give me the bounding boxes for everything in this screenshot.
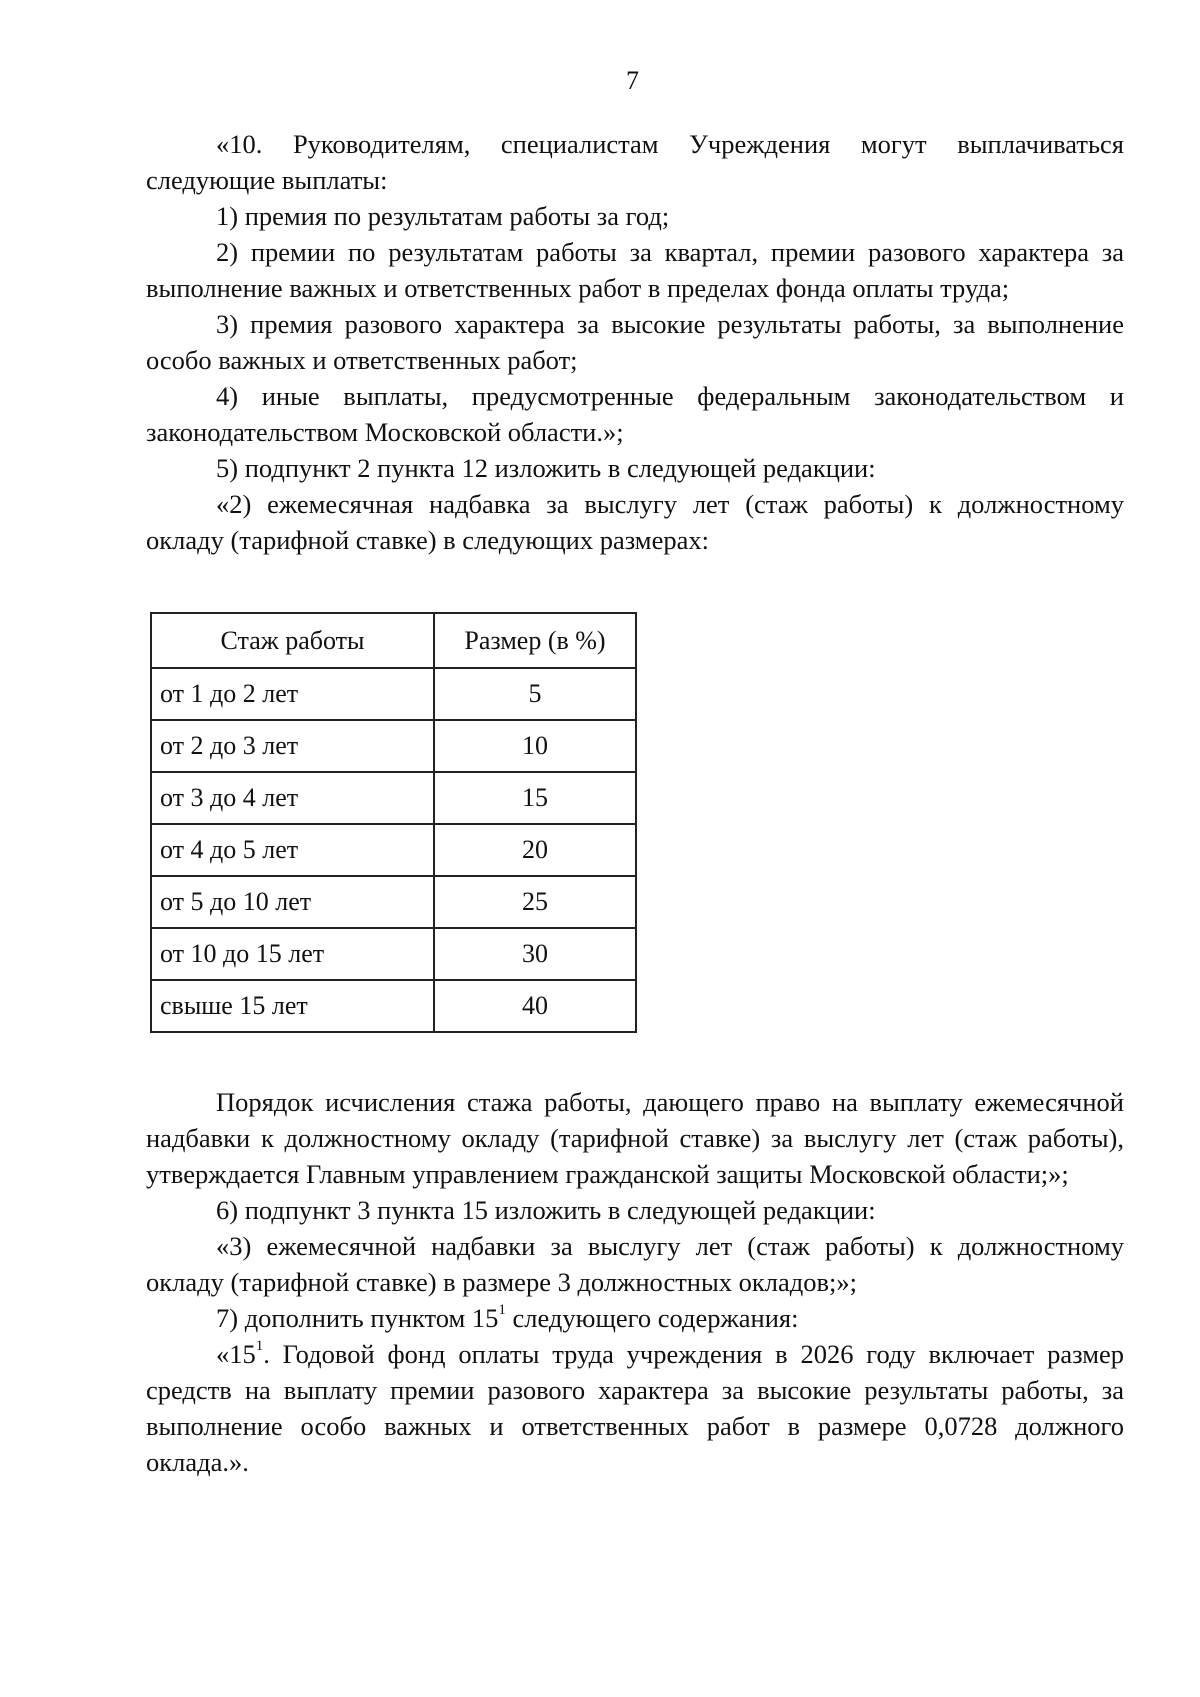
subitem-7-sup: 1 xyxy=(498,1302,506,1319)
cell-staj: от 2 до 3 лет xyxy=(151,720,434,772)
list-item-3: 3) премия разового характера за высокие результаты работы, за выполнение особо важных и ответственных работ; xyxy=(146,309,1124,375)
table-row xyxy=(151,720,636,772)
table-row xyxy=(151,876,636,928)
section-seniority-order xyxy=(146,1084,1124,1480)
header-staj: Стаж работы xyxy=(151,613,434,668)
subitem-7 xyxy=(146,1300,1124,1336)
cell-size: 25 xyxy=(434,876,636,928)
cell-size: 20 xyxy=(434,824,636,876)
list-item-2: 2) премии по результатам работы за квартал, премии разового характера за выполнение важных и ответственных работ в пределах фонда оплаты труда; xyxy=(146,237,1124,303)
cell-size: 5 xyxy=(434,668,636,720)
cell-staj: от 5 до 10 лет xyxy=(151,876,434,928)
cell-staj: от 3 до 4 лет xyxy=(151,772,434,824)
table-row xyxy=(151,980,636,1032)
table-row xyxy=(151,772,636,824)
section-payments xyxy=(146,126,1124,558)
subitem-5: 5) подпункт 2 пункта 12 изложить в следующей редакции: xyxy=(216,453,876,483)
subitem-5-text: «2) ежемесячная надбавка за выслугу лет (стаж работы) к должностному окладу (тарифной ставке) в следующих размерах: xyxy=(146,489,1124,555)
cell-size: 30 xyxy=(434,928,636,980)
cell-staj: свыше 15 лет xyxy=(151,980,434,1032)
paragraph-10: «10. Руководителям, специалистам Учреждения могут выплачиваться следующие выплаты: xyxy=(146,129,1124,195)
paragraph-order: Порядок исчисления стажа работы, дающего право на выплату ежемесячной надбавки к должностному окладу (тарифной ставке) за выслугу лет (стаж работы), утверждается Главным управлением гражданской защиты Московской области;»; xyxy=(146,1087,1124,1189)
header-size: Размер (в %) xyxy=(434,613,636,668)
table-header-row xyxy=(151,613,636,668)
list-item-1: 1) премия по результатам работы за год; xyxy=(216,201,670,231)
cell-staj: от 1 до 2 лет xyxy=(151,668,434,720)
table-row xyxy=(151,928,636,980)
cell-size: 15 xyxy=(434,772,636,824)
paragraph-15-1 xyxy=(146,1336,1124,1480)
paragraph-15-1-sup: 1 xyxy=(255,1338,264,1355)
subitem-7-after: следующего содержания: xyxy=(505,1303,799,1333)
cell-size: 40 xyxy=(434,980,636,1032)
cell-staj: от 10 до 15 лет xyxy=(151,928,434,980)
list-item-4: 4) иные выплаты, предусмотренные федеральным законодательством и законодательством Московской области.»; xyxy=(146,381,1124,447)
paragraph-15-1-before: «15 xyxy=(216,1339,256,1369)
seniority-table xyxy=(150,612,637,1033)
cell-staj: от 4 до 5 лет xyxy=(151,824,434,876)
cell-size: 10 xyxy=(434,720,636,772)
subitem-6: 6) подпункт 3 пункта 15 изложить в следующей редакции: xyxy=(216,1195,876,1225)
subitem-6-text: «3) ежемесячной надбавки за выслугу лет (стаж работы) к должностному окладу (тарифной ставке) в размере 3 должностных окладов;»; xyxy=(146,1231,1124,1297)
paragraph-15-1-after: . Годовой фонд оплаты труда учреждения в 2026 году включает размер средств на выплату премии разового характера за высокие результаты работы, за выполнение особо важных и ответственных работ в размере 0,0728 должного оклада.». xyxy=(146,1339,1124,1477)
page-number: 7 xyxy=(626,66,639,95)
subitem-7-before: 7) дополнить пунктом 15 xyxy=(216,1303,499,1333)
table-row xyxy=(151,824,636,876)
table-row xyxy=(151,668,636,720)
